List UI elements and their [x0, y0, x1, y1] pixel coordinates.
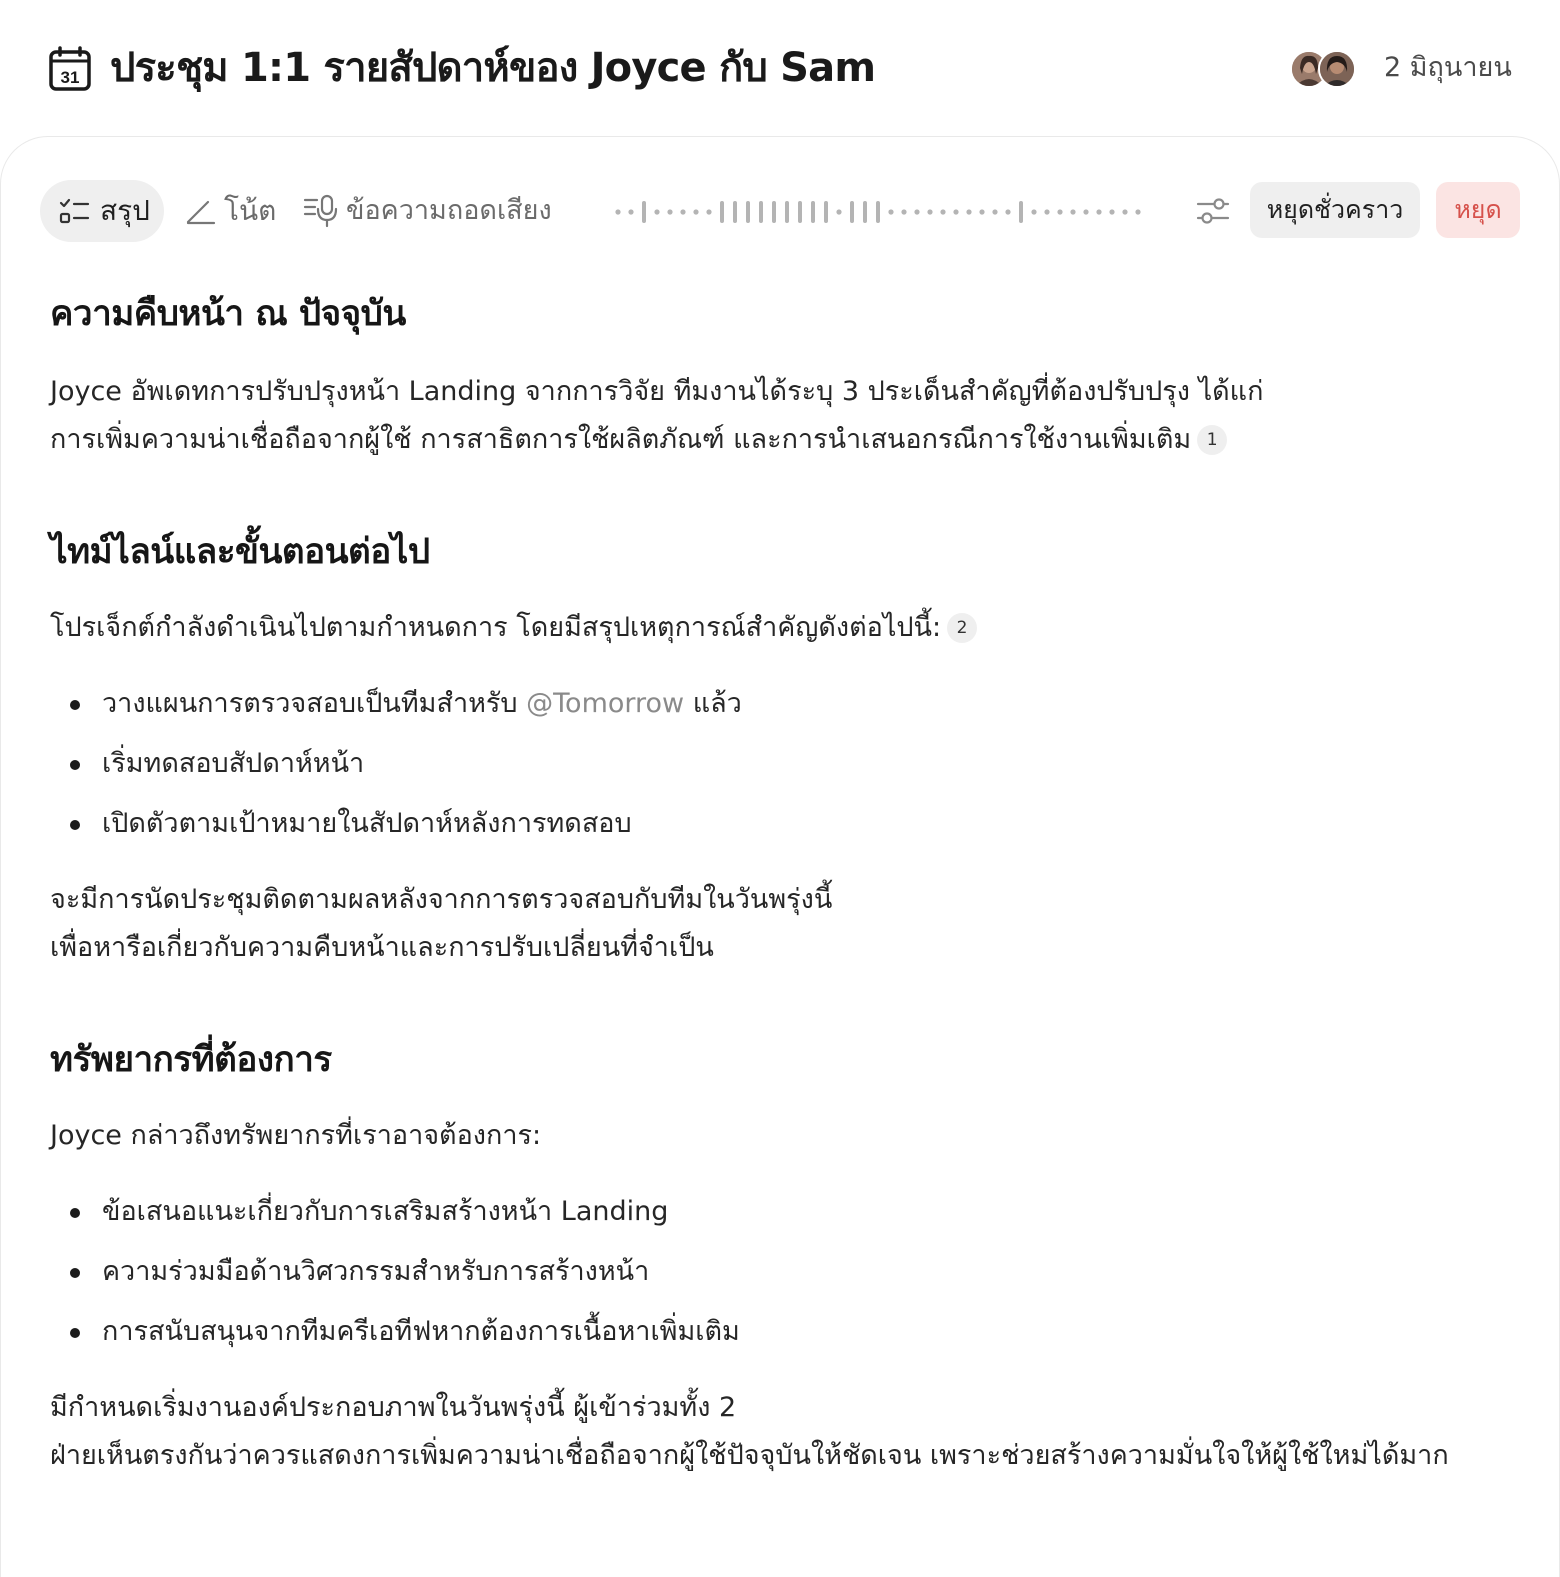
paragraph-line-text: โปรเจ็กต์กำลังดำเนินไปตามกำหนดการ โดยมีสรุปเหตุการณ์สำคัญดังต่อไปนี้:	[50, 612, 942, 643]
pause-button[interactable]: หยุดชั่วคราว	[1250, 182, 1420, 238]
waveform-bar	[746, 201, 750, 223]
waveform-dot	[940, 209, 945, 214]
page-header	[0, 0, 1560, 136]
list-item: เริ่มทดสอบสัปดาห์หน้า	[50, 734, 1520, 794]
waveform-dot	[628, 209, 633, 214]
calendar-icon	[48, 46, 94, 92]
resources-intro	[50, 1112, 1520, 1160]
progress-paragraph	[50, 368, 1520, 464]
list-item: เปิดตัวตามเป้าหมายในสัปดาห์หลังการทดสอบ	[50, 794, 1520, 854]
waveform-dot	[667, 209, 672, 214]
section-heading-timeline: ไทม์ไลน์และขั้นตอนต่อไป	[50, 532, 430, 572]
waveform-dot	[1057, 209, 1062, 214]
page-title: ประชุม 1:1 รายสัปดาห์ของ Joyce กับ Sam	[110, 45, 876, 91]
paragraph-line: Joyce กล่าวถึงทรัพยากรที่เราอาจต้องการ:	[50, 1120, 542, 1151]
tab-transcript[interactable]	[300, 180, 560, 242]
list-item: ข้อเสนอแนะเกี่ยวกับการเสริมสร้างหน้า Landing	[50, 1182, 1520, 1242]
paragraph-line-with-citation	[50, 416, 1520, 464]
list-item: การสนับสนุนจากทีมครีเอทีฟหากต้องการเนื้อหาเพิ่มเติม	[50, 1302, 1520, 1362]
citation-badge[interactable]: 1	[1197, 425, 1227, 455]
waveform-dot	[992, 209, 997, 214]
meeting-date: 2 มิถุนายน	[1384, 52, 1512, 83]
tab-notes-label: โน้ต	[224, 194, 277, 227]
waveform-bar	[876, 201, 880, 223]
paragraph-line: มีกำหนดเริ่มงานองค์ประกอบภาพในวันพรุ่งนี้ ผู้เข้าร่วมทั้ง 2	[50, 1392, 737, 1423]
waveform-dot	[706, 209, 711, 214]
avatar-sam[interactable]	[1318, 50, 1356, 88]
bullet-dot	[70, 760, 80, 770]
waveform-dot	[1005, 209, 1010, 214]
list-item: ความร่วมมือด้านวิศวกรรมสำหรับการสร้างหน้า	[50, 1242, 1520, 1302]
pencil-icon	[184, 196, 216, 226]
tab-notes[interactable]	[180, 180, 280, 242]
waveform-bar	[811, 201, 815, 223]
paragraph-line-text: การเพิ่มความน่าเชื่อถือจากผู้ใช้ การสาธิตการใช้ผลิตภัณฑ์ และการนำเสนอกรณีการใช้งานเพิ่มเติม	[50, 424, 1192, 455]
tab-summary[interactable]	[40, 180, 164, 242]
waveform-dot	[680, 209, 685, 214]
waveform-dot	[1083, 209, 1088, 214]
resources-bullet-list	[50, 1182, 1520, 1362]
waveform-dot	[836, 209, 841, 214]
section-heading-resources: ทรัพยากรที่ต้องการ	[50, 1040, 332, 1080]
waveform-dot	[979, 209, 984, 214]
waveform-bar	[759, 201, 763, 223]
paragraph-line: ฝ่ายเห็นตรงกันว่าควรแสดงการเพิ่มความน่าเชื่อถือจากผู้ใช้ปัจจุบันให้ชัดเจน เพราะช่วยสร้างความมั่นใจให้ผู้ใช้ใหม่ได้มาก	[50, 1440, 1449, 1471]
bullet-dot	[70, 1208, 80, 1218]
waveform-dot	[901, 209, 906, 214]
timeline-intro	[50, 604, 1520, 652]
timeline-outro	[50, 876, 1520, 972]
resources-outro	[50, 1384, 1520, 1480]
waveform-dot	[1070, 209, 1075, 214]
waveform-bar	[785, 201, 789, 223]
paragraph-line-with-citation	[50, 604, 1520, 652]
waveform-dot	[693, 209, 698, 214]
waveform-dot	[1135, 209, 1140, 214]
audio-settings-icon[interactable]	[1192, 192, 1234, 230]
calendar-day: 31	[60, 68, 80, 87]
audio-waveform	[612, 196, 1152, 228]
waveform-dot	[966, 209, 971, 214]
mention-tomorrow[interactable]: @Tomorrow	[526, 688, 685, 719]
citation-badge[interactable]: 2	[947, 613, 977, 643]
waveform-dot	[927, 209, 932, 214]
waveform-bar	[850, 201, 854, 223]
waveform-dot	[888, 209, 893, 214]
waveform-dot	[615, 209, 620, 214]
paragraph-line: Joyce อัพเดทการปรับปรุงหน้า Landing จากการวิจัย ทีมงานได้ระบุ 3 ประเด็นสำคัญที่ต้องปรับปรุง ได้แก่	[50, 376, 1264, 407]
checklist-icon	[58, 196, 90, 226]
section-heading-progress: ความคืบหน้า ณ ปัจจุบัน	[50, 294, 406, 334]
waveform-dot	[1031, 209, 1036, 214]
waveform-bar	[733, 201, 737, 223]
waveform-dot	[1044, 209, 1049, 214]
paragraph-line: จะมีการนัดประชุมติดตามผลหลังจากการตรวจสอบกับทีมในวันพรุ่งนี้	[50, 884, 833, 915]
participant-avatars[interactable]	[1290, 50, 1360, 88]
waveform-bar	[798, 201, 802, 223]
waveform-dot	[914, 209, 919, 214]
summary-content	[50, 284, 1520, 1480]
bullet-dot	[70, 820, 80, 830]
waveform-bar	[772, 201, 776, 223]
waveform-bar	[642, 201, 646, 223]
waveform-bar	[720, 201, 724, 223]
waveform-bar	[863, 201, 867, 223]
waveform-dot	[1109, 209, 1114, 214]
transcript-mic-icon	[302, 194, 342, 228]
bullet-dot	[70, 700, 80, 710]
waveform-dot	[654, 209, 659, 214]
waveform-bar	[824, 201, 828, 223]
stop-button[interactable]: หยุด	[1436, 182, 1520, 238]
tab-summary-label: สรุป	[100, 194, 150, 227]
waveform-dot	[1122, 209, 1127, 214]
waveform-dot	[953, 209, 958, 214]
tab-transcript-label: ข้อความถอดเสียง	[346, 195, 552, 226]
bullet-dot	[70, 1268, 80, 1278]
waveform-bar	[1019, 201, 1023, 223]
waveform-dot	[1096, 209, 1101, 214]
timeline-bullet-list	[50, 674, 1520, 854]
list-item: วางแผนการตรวจสอบเป็นทีมสำหรับ @Tomorrow แล้ว	[50, 674, 1520, 734]
paragraph-line: เพื่อหารือเกี่ยวกับความคืบหน้าและการปรับเปลี่ยนที่จำเป็น	[50, 932, 714, 963]
bullet-dot	[70, 1328, 80, 1338]
